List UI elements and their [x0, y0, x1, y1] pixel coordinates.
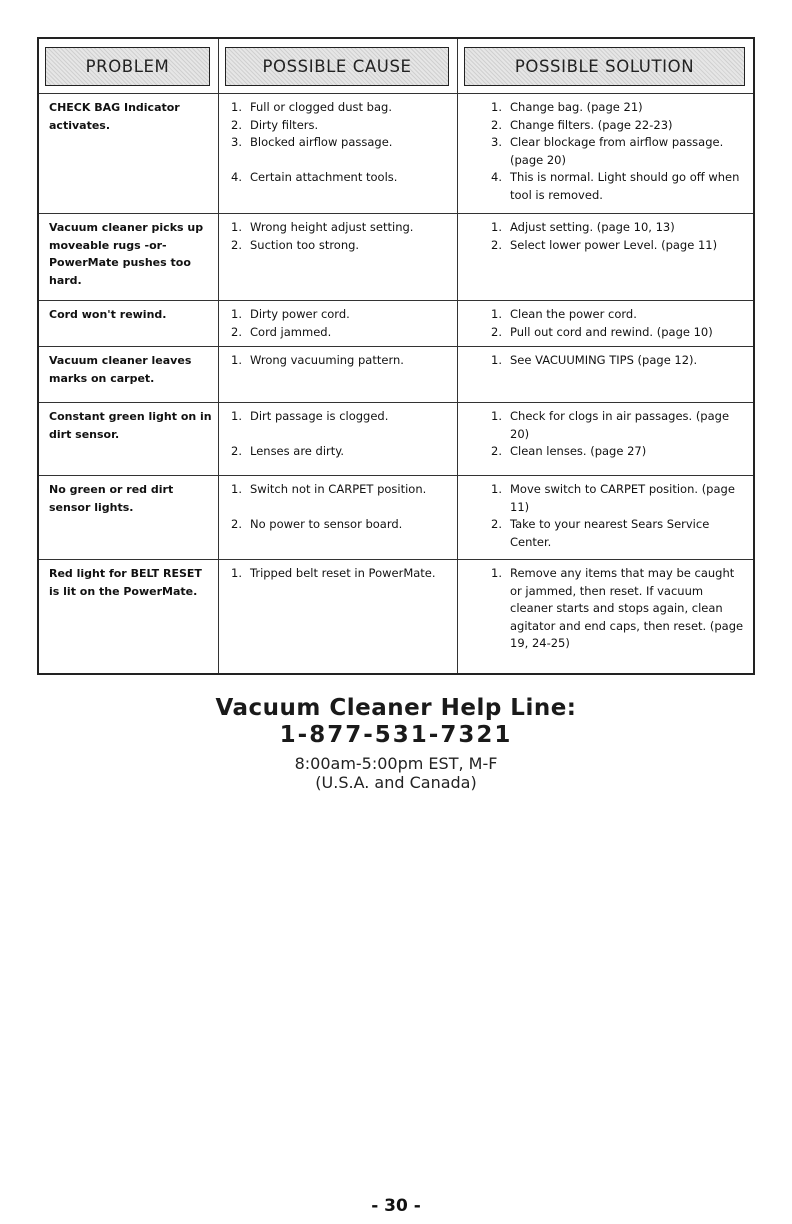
solution-text: Change filters. (page 22-23)	[510, 117, 673, 132]
cause-number: 1.	[231, 307, 242, 321]
solution-item	[491, 443, 747, 461]
header-cause-cell	[218, 39, 457, 94]
cause-item	[231, 219, 451, 237]
cause-list	[231, 99, 451, 187]
cause-cell	[218, 214, 457, 301]
solution-number: 1.	[491, 307, 502, 321]
cause-text: Wrong height adjust setting.	[250, 220, 414, 234]
solution-list	[491, 219, 747, 254]
solution-item	[491, 237, 747, 255]
cause-text: Tripped belt reset in PowerMate.	[250, 566, 436, 580]
cause-item	[231, 237, 451, 255]
cause-number	[231, 426, 250, 444]
solution-item	[491, 352, 747, 370]
solution-list	[491, 565, 747, 653]
cause-cell	[218, 403, 457, 476]
solution-item	[491, 219, 747, 237]
cause-item	[231, 99, 451, 117]
header-solution: POSSIBLE SOLUTION	[464, 47, 745, 86]
solution-number: 2.	[491, 324, 502, 339]
cause-text: Cord jammed.	[250, 324, 332, 339]
cause-number: 1.	[231, 100, 242, 114]
cause-list	[231, 306, 451, 341]
solution-item	[491, 169, 747, 204]
cause-text	[250, 426, 451, 444]
solution-text: Clean the power cord.	[510, 307, 637, 321]
solution-list	[491, 408, 747, 461]
cause-number: 2.	[231, 324, 242, 339]
cause-item	[231, 516, 451, 534]
cause-number: 2.	[231, 117, 242, 132]
cause-cell	[218, 301, 457, 347]
solution-item	[491, 134, 747, 169]
solution-text: Clean lenses. (page 27)	[510, 444, 647, 458]
cause-number: 1.	[231, 409, 242, 423]
solution-item	[491, 516, 747, 551]
help-line-block	[0, 695, 792, 792]
solution-cell	[457, 560, 753, 673]
cause-text	[250, 499, 451, 517]
solution-text: Move switch to CARPET position. (page 11)	[510, 482, 735, 514]
cause-list	[231, 565, 451, 583]
solution-number: 2.	[491, 517, 502, 531]
help-line-hours: 8:00am-5:00pm EST, M-F	[294, 754, 498, 773]
header-problem-cell	[39, 39, 218, 94]
solution-cell	[457, 347, 753, 403]
cause-cell	[218, 347, 457, 403]
solution-text: Check for clogs in air passages. (page 20)	[510, 409, 730, 441]
cause-item	[231, 134, 451, 152]
solution-number: 1.	[491, 100, 502, 114]
problem-text: Cord won't rewind.	[49, 308, 167, 321]
solution-number: 4.	[491, 170, 502, 184]
cause-item	[231, 169, 451, 187]
cause-text: Dirty power cord.	[250, 307, 350, 321]
cause-list	[231, 408, 451, 461]
cause-number: 1.	[231, 220, 242, 234]
help-line-phone: 1-877-531-7321	[279, 722, 513, 748]
cause-item	[231, 352, 451, 370]
solution-item	[491, 481, 747, 516]
cause-text: Full or clogged dust bag.	[250, 100, 392, 114]
problem-text: Constant green light on in dirt sensor.	[49, 410, 212, 441]
solution-text: Select lower power Level. (page 11)	[510, 237, 718, 252]
solution-number: 1.	[491, 566, 502, 580]
cause-number: 2.	[231, 237, 242, 252]
cause-text: Lenses are dirty.	[250, 444, 345, 458]
problem-cell	[39, 476, 218, 560]
cause-number	[231, 152, 250, 170]
cause-text: Switch not in CARPET position.	[250, 482, 427, 496]
cause-number: 3.	[231, 135, 242, 149]
cause-text	[250, 152, 451, 170]
solution-cell	[457, 94, 753, 214]
header-cause: POSSIBLE CAUSE	[225, 47, 449, 86]
header-solution-cell	[457, 39, 753, 94]
solution-item	[491, 408, 747, 443]
cause-item	[231, 481, 451, 499]
troubleshooting-table	[37, 37, 755, 675]
cause-item	[231, 117, 451, 135]
cause-cell	[218, 476, 457, 560]
solution-item	[491, 117, 747, 135]
solution-item	[491, 99, 747, 117]
problem-cell	[39, 560, 218, 673]
problem-cell	[39, 403, 218, 476]
solution-cell	[457, 214, 753, 301]
cause-text: Suction too strong.	[250, 237, 360, 252]
cause-item	[231, 408, 451, 426]
solution-item	[491, 565, 747, 653]
solution-number: 3.	[491, 135, 502, 149]
solution-text: Change bag. (page 21)	[510, 100, 643, 114]
problem-text: Vacuum cleaner leaves marks on carpet.	[49, 354, 192, 385]
cause-list	[231, 481, 451, 534]
cause-item	[231, 306, 451, 324]
solution-text: See VACUUMING TIPS (page 12).	[510, 353, 698, 367]
solution-text: This is normal. Light should go off when tool is removed.	[510, 170, 740, 202]
solution-cell	[457, 476, 753, 560]
cause-number: 4.	[231, 170, 242, 184]
solution-cell	[457, 403, 753, 476]
cause-cell	[218, 94, 457, 214]
cause-number	[231, 499, 250, 517]
solution-list	[491, 352, 747, 370]
problem-cell	[39, 214, 218, 301]
cause-number: 2.	[231, 517, 242, 531]
solution-text: Take to your nearest Sears Service Center.	[510, 517, 710, 549]
cause-number: 1.	[231, 482, 242, 496]
cause-item	[231, 426, 451, 444]
cause-text: Blocked airflow passage.	[250, 135, 393, 149]
solution-text: Adjust setting. (page 10, 13)	[510, 220, 675, 234]
solution-number: 1.	[491, 482, 502, 496]
solution-list	[491, 306, 747, 341]
cause-item	[231, 443, 451, 461]
problem-text: No green or red dirt sensor lights.	[49, 483, 174, 514]
problem-text: CHECK BAG Indicator activates.	[49, 101, 180, 132]
solution-text: Remove any items that may be caught or jammed, then reset. If vacuum cleaner starts and stops again, clean agitator and end caps, then reset. (page 19, 24-25)	[510, 566, 744, 650]
cause-item	[231, 499, 451, 517]
cause-text: No power to sensor board.	[250, 517, 403, 531]
help-line-title: Vacuum Cleaner Help Line:	[215, 695, 577, 721]
problem-text: Red light for BELT RESET is lit on the PowerMate.	[49, 567, 202, 598]
cause-text: Dirt passage is clogged.	[250, 409, 389, 423]
cause-number: 1.	[231, 566, 242, 580]
cause-item	[231, 152, 451, 170]
solution-number: 1.	[491, 353, 502, 367]
cause-text: Wrong vacuuming pattern.	[250, 353, 404, 367]
problem-text: Vacuum cleaner picks up moveable rugs -or- PowerMate pushes too hard.	[49, 221, 204, 287]
solution-cell	[457, 301, 753, 347]
solution-list	[491, 481, 747, 551]
cause-cell	[218, 560, 457, 673]
cause-item	[231, 324, 451, 342]
page-number: - 30 -	[371, 1196, 421, 1216]
cause-number: 2.	[231, 444, 242, 458]
cause-text: Dirty filters.	[250, 117, 319, 132]
cause-number: 1.	[231, 353, 242, 367]
solution-number: 1.	[491, 409, 502, 423]
solution-list	[491, 99, 747, 204]
solution-number: 2.	[491, 117, 502, 132]
help-line-region: (U.S.A. and Canada)	[315, 773, 477, 792]
cause-list	[231, 352, 451, 370]
problem-cell	[39, 347, 218, 403]
solution-item	[491, 324, 747, 342]
solution-text: Pull out cord and rewind. (page 10)	[510, 324, 713, 339]
header-problem: PROBLEM	[45, 47, 210, 86]
problem-cell	[39, 94, 218, 214]
solution-number: 2.	[491, 237, 502, 252]
cause-list	[231, 219, 451, 254]
solution-text: Clear blockage from airflow passage. (page 20)	[510, 135, 724, 167]
cause-item	[231, 565, 451, 583]
cause-text: Certain attachment tools.	[250, 170, 398, 184]
solution-number: 2.	[491, 444, 502, 458]
solution-number: 1.	[491, 220, 502, 234]
problem-cell	[39, 301, 218, 347]
solution-item	[491, 306, 747, 324]
